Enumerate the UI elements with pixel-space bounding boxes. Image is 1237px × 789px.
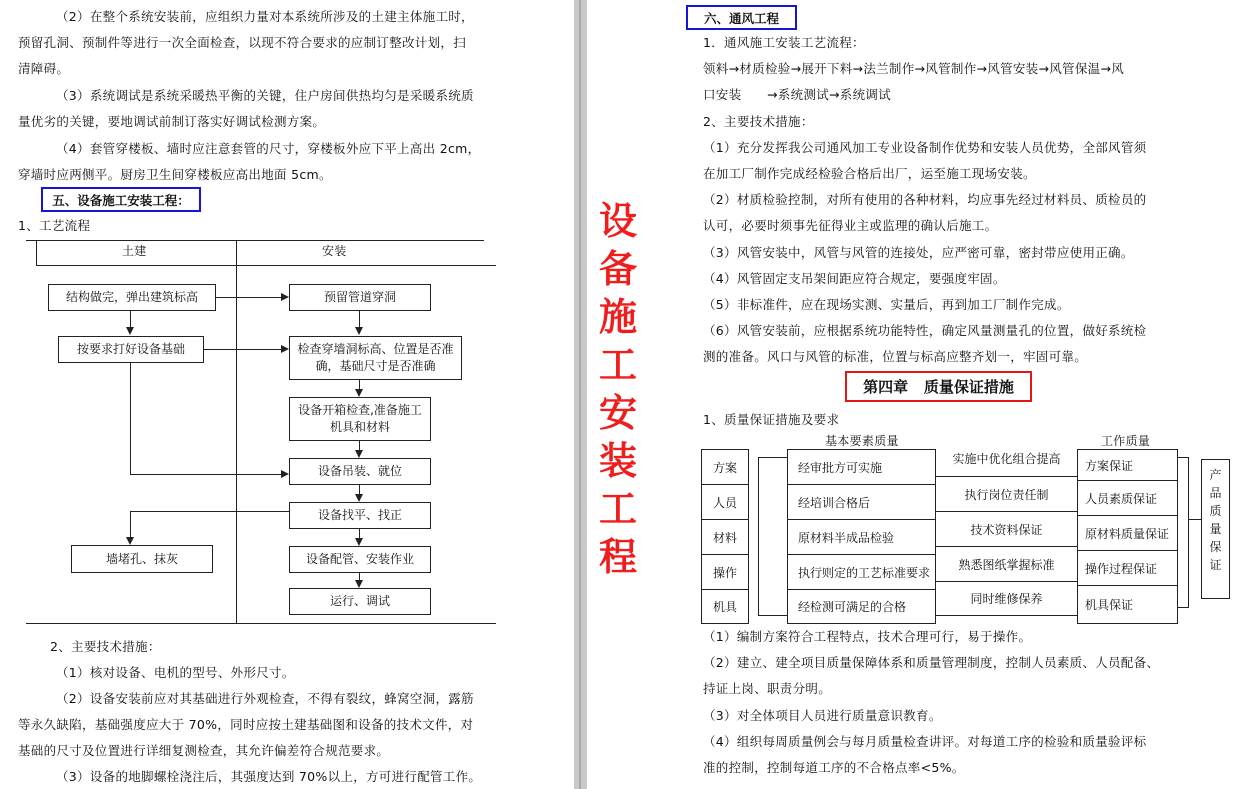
paragraph: （2）建立、建全项目质量保障体系和质量管理制度，控制人员素质、人员配备、 bbox=[703, 655, 1160, 670]
flow-box-unpack bbox=[289, 397, 431, 441]
paragraph: （4）风管固定支吊架间距应符合规定，要强度牢固。 bbox=[703, 271, 1006, 286]
flow-box-line: 设备开箱检查,准备施工 bbox=[298, 403, 422, 417]
flow-header-rule bbox=[36, 265, 496, 266]
paragraph: 测的准备。风口与风管的标准，位置与标高应整齐划一，牢固可靠。 bbox=[703, 349, 1088, 364]
title-char: 备 bbox=[598, 247, 637, 291]
flow-box-structure: 结构做完，弹出建筑标高 bbox=[48, 284, 216, 311]
flow-box-hoist: 设备吊装、就位 bbox=[289, 458, 431, 485]
flow-box-level: 设备找平、找正 bbox=[289, 502, 431, 529]
paragraph: （5）非标准件，应在现场实测、实量后，再到加工厂制作完成。 bbox=[703, 297, 1070, 312]
paragraph: 清障碍。 bbox=[18, 61, 70, 76]
product-quality-char: 产 bbox=[1209, 468, 1222, 482]
flow-arrow-line bbox=[130, 311, 131, 328]
work-cell: 人员素质保证 bbox=[1078, 480, 1177, 515]
flow-left-edge bbox=[36, 240, 37, 266]
flow-box-foundation: 按要求打好设备基础 bbox=[58, 336, 204, 363]
title-char: 工 bbox=[598, 343, 637, 387]
bracket-line bbox=[758, 457, 787, 458]
section-title-equipment: 五、设备施工安装工程： bbox=[41, 187, 201, 212]
flow-arrow-line bbox=[130, 363, 131, 475]
factor-cell: 机具 bbox=[702, 589, 748, 623]
arrow-down-icon bbox=[355, 538, 363, 546]
requirement-column bbox=[787, 449, 936, 624]
title-char: 设 bbox=[598, 199, 637, 243]
title-char: 程 bbox=[598, 535, 637, 579]
paragraph: 量优劣的关键，要地调试前制订落实好调试检测方案。 bbox=[18, 114, 326, 129]
arrow-down-icon bbox=[355, 494, 363, 502]
measures-title: 2、主要技术措施： bbox=[50, 639, 161, 654]
flow-bottom-rule bbox=[26, 623, 496, 624]
title-char: 施 bbox=[598, 295, 637, 339]
middle-cell: 同时维修保养 bbox=[936, 581, 1077, 616]
factor-cell: 材料 bbox=[702, 519, 748, 554]
factor-column bbox=[701, 449, 749, 624]
title-char: 工 bbox=[598, 487, 637, 531]
bracket-line bbox=[758, 615, 787, 616]
col-install: 安装 bbox=[322, 244, 347, 258]
work-cell: 原材料质量保证 bbox=[1078, 515, 1177, 550]
bracket-line bbox=[1188, 519, 1201, 520]
paragraph: （3）设备的地脚螺栓浇注后，其强度达到 70%以上，方可进行配管工作。 bbox=[56, 769, 482, 784]
flow-box-line: 检查穿墙洞标高、位置是否准 bbox=[297, 342, 454, 356]
paragraph: 准的控制，控制每道工序的不合格点率<5%。 bbox=[703, 760, 965, 775]
flow-arrow-line bbox=[130, 474, 282, 475]
process-title: 1、工艺流程 bbox=[18, 218, 91, 233]
arrow-right-icon bbox=[281, 345, 289, 353]
paragraph: 基础的尺寸及位置进行详细复测检查，其允许偏差符合规范要求。 bbox=[18, 743, 390, 758]
bracket-line bbox=[758, 457, 759, 615]
paragraph: （4）套管穿楼板、墙时应注意套管的尺寸，穿楼板外应下平上高出 2cm， bbox=[56, 141, 481, 156]
bracket-line bbox=[1188, 457, 1189, 608]
paragraph: 在加工厂制作完成经检验合格后出厂，运至施工现场安装。 bbox=[703, 166, 1036, 181]
paragraph: （3）风管安装中，风管与风管的连接处，应严密可靠，密封带应使用正确。 bbox=[703, 245, 1134, 260]
paragraph: （2）材质检验控制，对所有使用的各种材料，均应事先经过材料员、质检员的 bbox=[703, 192, 1147, 207]
factor-cell: 方案 bbox=[712, 460, 737, 475]
requirement-cell: 执行则定的工艺标准要求 bbox=[788, 554, 935, 589]
product-quality-box bbox=[1201, 459, 1230, 599]
middle-cell: 实施中优化组合提高 bbox=[952, 452, 1061, 466]
paragraph: （1）编制方案符合工程特点，技术合理可行，易于操作。 bbox=[703, 629, 1032, 644]
flow-box-reserve-holes: 预留管道穿洞 bbox=[289, 284, 431, 311]
right-page bbox=[587, 0, 1237, 789]
paragraph: （6）风管安装前，应根据系统功能特性，确定风量测量孔的位置，做好系统检 bbox=[703, 323, 1147, 338]
paragraph: （3）系统调试是系统采暖热平衡的关键，住户房间供热均匀是采暖系统质 bbox=[56, 88, 474, 103]
arrow-down-icon bbox=[355, 389, 363, 397]
work-cell: 方案保证 bbox=[1085, 458, 1134, 473]
flow-box-run: 运行、调试 bbox=[289, 588, 431, 615]
flow-box-plaster: 墙堵孔、抹灰 bbox=[71, 545, 213, 573]
paragraph: 领料→材质检验→展开下料→法兰制作→风管制作→风管安装→风管保温→风 bbox=[703, 61, 1125, 76]
paragraph: （1）核对设备、电机的型号、外形尺寸。 bbox=[56, 665, 295, 680]
quality-title: 1、质量保证措施及要求 bbox=[703, 412, 840, 427]
paragraph: （1）充分发挥我公司通风加工专业设备制作优势和安装人员优势，全部风管须 bbox=[703, 140, 1147, 155]
arrow-right-icon bbox=[281, 293, 289, 301]
middle-cell: 执行岗位责任制 bbox=[936, 476, 1077, 511]
flow-arrow-line bbox=[359, 311, 360, 328]
work-column bbox=[1077, 449, 1178, 624]
paragraph: （4）组织每周质量例会与每月质量检查讲评。对每道工序的检验和质量验评标 bbox=[703, 734, 1147, 749]
arrow-down-icon bbox=[355, 327, 363, 335]
flow-arrow-line bbox=[204, 349, 282, 350]
paragraph: 认可，必要时须事先征得业主或监理的确认后施工。 bbox=[703, 218, 998, 233]
left-page bbox=[0, 0, 574, 789]
requirement-cell: 经培训合格后 bbox=[788, 484, 935, 519]
product-quality-char: 量 bbox=[1209, 522, 1222, 536]
flow-arrow-line bbox=[216, 297, 282, 298]
work-cell: 机具保证 bbox=[1078, 585, 1177, 623]
page-divider bbox=[579, 0, 581, 789]
paragraph: （2）在整个系统安装前，应组织力量对本系统所涉及的土建主体施工时， bbox=[56, 9, 474, 24]
flow-box-check-holes bbox=[289, 336, 462, 380]
bracket-line bbox=[1178, 607, 1188, 608]
product-quality-char: 品 bbox=[1209, 486, 1222, 500]
arrow-down-icon bbox=[126, 327, 134, 335]
arrow-down-icon bbox=[126, 537, 134, 545]
title-char: 装 bbox=[598, 439, 637, 483]
paragraph: 穿墙时应两侧平。厨房卫生间穿楼板应高出地面 5cm。 bbox=[18, 167, 332, 182]
flow-box-piping: 设备配管、安装作业 bbox=[289, 546, 431, 573]
flow-arrow-line bbox=[130, 511, 131, 538]
bracket-line bbox=[1178, 457, 1188, 458]
middle-cell: 熟悉图纸掌握标准 bbox=[936, 546, 1077, 581]
factor-cell: 操作 bbox=[702, 554, 748, 589]
paragraph: 持证上岗、职责分明。 bbox=[703, 681, 832, 696]
paragraph: 等永久缺陷，基础强度应大于 70%，同时应按土建基础图和设备的技术文件，对 bbox=[18, 717, 474, 732]
flow-box-line: 机具和材料 bbox=[329, 420, 390, 434]
middle-column bbox=[936, 441, 1077, 616]
flow-box-line: 确，基础尺寸是否准确 bbox=[315, 359, 436, 373]
paragraph: （3）对全体项目人员进行质量意识教育。 bbox=[703, 708, 942, 723]
chapter-title: 第四章 质量保证措施 bbox=[845, 371, 1032, 402]
paragraph: （2）设备安装前应对其基础进行外观检查，不得有裂纹，蜂窝空洞，露筋 bbox=[56, 691, 474, 706]
head-basic-quality: 基本要素质量 bbox=[825, 434, 899, 448]
requirement-cell: 经审批方可实施 bbox=[798, 460, 883, 475]
paragraph: 预留孔洞、预制件等进行一次全面检查，以现不符合要求的应制订整改计划，扫 bbox=[18, 35, 467, 50]
product-quality-char: 质 bbox=[1209, 504, 1222, 518]
middle-cell: 技术资料保证 bbox=[936, 511, 1077, 546]
vertical-red-title bbox=[596, 197, 640, 581]
requirement-cell: 经检测可满足的合格 bbox=[788, 589, 935, 623]
col-civil: 土建 bbox=[122, 244, 147, 258]
work-cell: 操作过程保证 bbox=[1078, 550, 1177, 585]
title-char: 安 bbox=[598, 391, 637, 435]
factor-cell: 人员 bbox=[702, 484, 748, 519]
head-work-quality: 工作质量 bbox=[1101, 434, 1151, 448]
requirement-cell: 原材料半成品检验 bbox=[788, 519, 935, 554]
paragraph: 口安装 →系统测试→系统调试 bbox=[703, 87, 891, 102]
section-title-ventilation: 六、通风工程 bbox=[686, 5, 797, 30]
product-quality-char: 保 bbox=[1209, 540, 1222, 554]
product-quality-char: 证 bbox=[1209, 558, 1222, 572]
paragraph: 2、主要技术措施： bbox=[703, 114, 814, 129]
arrow-down-icon bbox=[355, 580, 363, 588]
arrow-down-icon bbox=[355, 450, 363, 458]
flow-top-rule bbox=[26, 240, 484, 241]
flow-arrow-line bbox=[130, 511, 289, 512]
paragraph: 1．通风施工安装工艺流程： bbox=[703, 35, 865, 50]
arrow-right-icon bbox=[281, 470, 289, 478]
